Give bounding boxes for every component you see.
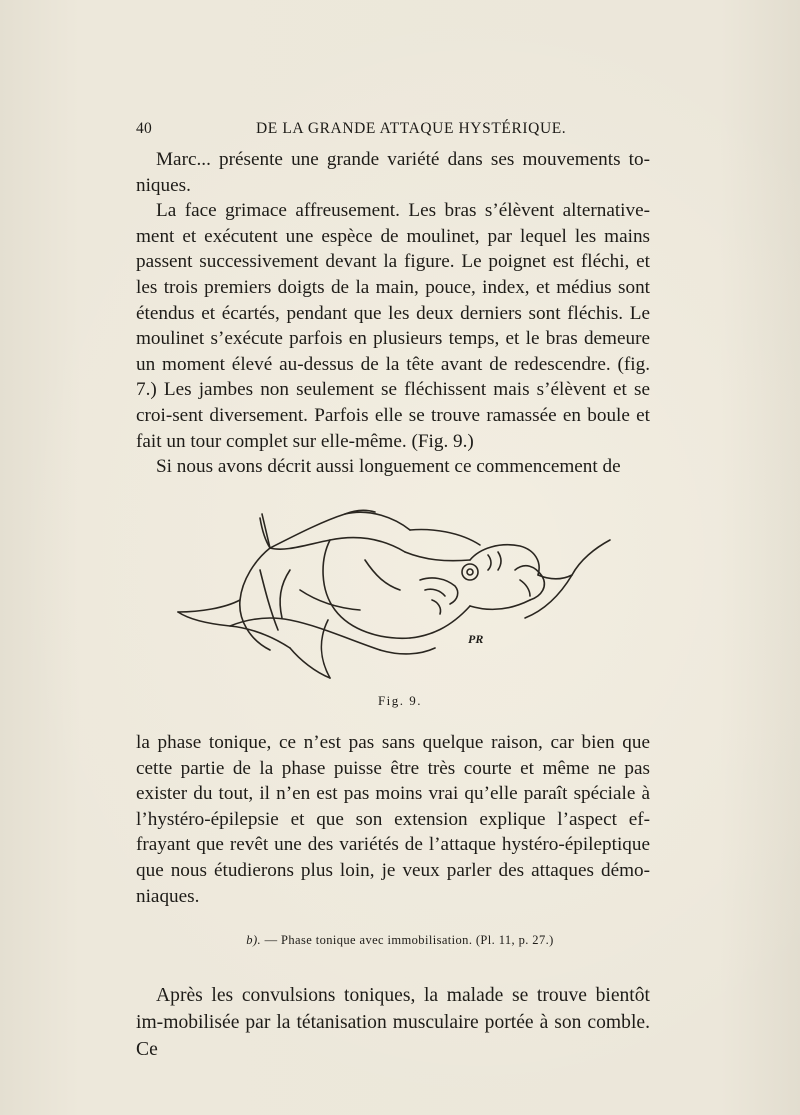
subheading-letter: b). xyxy=(246,933,262,947)
paragraph: la phase tonique, ce n’est pas sans quelque raison, car bien que cette partie de la phase puisse être très courte et même ne pas exister du tout, il n’en est pas moins vrai qu’elle paraît spéciale à l’hystéro-épilepsie et que son extension explique l’aspect ef-frayant que revêt une des variétés de l’attaque hystéro-épileptique que nous étudierons plus loin, je veux parler des attaques démo-niaques. xyxy=(136,732,650,907)
text-block-top xyxy=(136,147,650,480)
figure-caption: Fig. 9. xyxy=(377,693,423,708)
paragraph: La face grimace affreusement. Les bras s’élèvent alternative-ment et exécutent une espèce de moulinet, par lequel les mains passent successivement devant la figure. Le poignet est fléchi, et les trois premiers doigts de la main, pouce, index, et médius sont étendus et écartés, pendant que les deux derniers sont fléchis. Le moulinet s’exécute parfois en plusieurs temps, et le bras demeure un moment élevé au-dessus de la tête avant de redescendre. (fig. 7.) Les jambes non seulement se fléchissent mais s’élèvent et se croi-sent diversement. Parfois elle se trouve ramassée en boule et fait un tour complet sur elle-même. (Fig. 9.) xyxy=(136,200,650,452)
text-block-middle xyxy=(136,730,650,909)
paragraph: Marc... présente une grande variété dans ses mouvements to-niques. xyxy=(136,149,650,196)
fig-9-drawing xyxy=(170,500,620,690)
running-title: DE LA GRANDE ATTAQUE HYSTÉRIQUE. xyxy=(256,120,567,137)
page-number: 40 xyxy=(136,120,153,137)
subheading-text: — Phase tonique avec immobilisation. (Pl. 11, p. 27.) xyxy=(264,933,554,947)
section-subheading xyxy=(0,933,800,948)
paragraph: Si nous avons décrit aussi longuement ce commencement de xyxy=(156,456,621,478)
figure-illustration xyxy=(170,500,620,690)
artist-monogram: PR xyxy=(468,632,484,646)
paragraph: Après les convulsions toniques, la malade se trouve bientôt im-mobilisée par la tétanisation musculaire portée à son comble. Ce xyxy=(136,985,650,1060)
text-block-bottom xyxy=(136,982,650,1063)
